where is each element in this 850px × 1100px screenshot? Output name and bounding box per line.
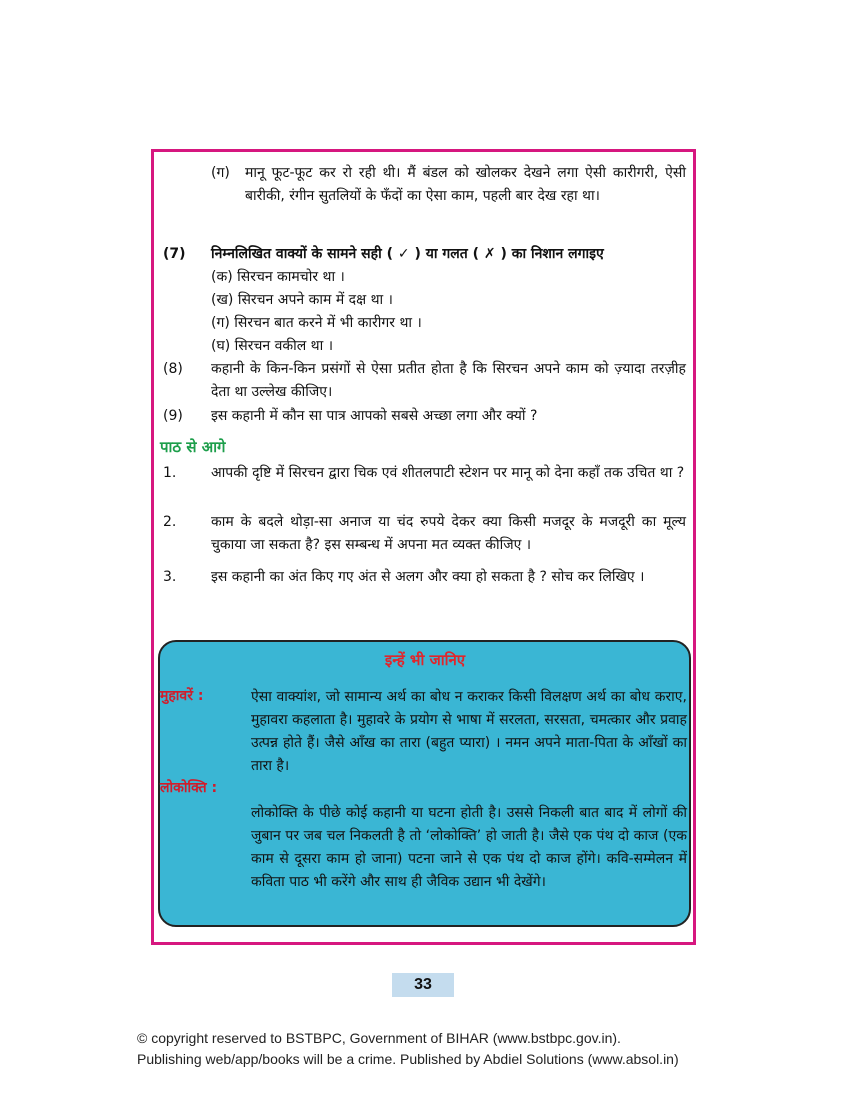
section-heading-aage: पाठ से आगे	[160, 438, 226, 456]
question-8-number: (8)	[163, 361, 183, 377]
q7-option-ka: (क) सिरचन कामचोर था ।	[211, 269, 345, 285]
q6-option-text: मानू फूट-फूट कर रो रही थी। मैं बंडल को खोलकर देखने लगा ऐसी कारीगरी, ऐसी बारीकी, रंगीन सुतलियों के फँदों का ऐसा काम, पहली बार देख रहा था।	[245, 165, 686, 204]
question-9-number: (9)	[163, 408, 183, 424]
footer-publisher: Publishing web/app/books will be a crime. Published by Abdiel Solutions (www.absol.in)	[137, 1051, 679, 1067]
aage-item-1-text: आपकी दृष्टि में सिरचन द्वारा चिक एवं शीतलपाटी स्टेशन पर मानू को देना कहाँ तक उचित था ?	[211, 465, 685, 481]
question-8-text: कहानी के किन-किन प्रसंगों से ऐसा प्रतीत होता है कि सिरचन अपने काम को ज़्यादा तरज़ीह देता था उल्लेख कीजिए।	[211, 361, 686, 400]
question-9-text: इस कहानी में कौन सा पात्र आपको सबसे अच्छा लगा और क्यों ?	[211, 408, 538, 424]
q7-option-gha: (घ) सिरचन वकील था ।	[211, 338, 334, 354]
aage-item-3-number: 3.	[163, 569, 177, 585]
question-7-prompt: निम्नलिखित वाक्यों के सामने सही ( ✓ ) या गलत ( ✗ ) का निशान लगाइए	[211, 246, 604, 262]
q7-option-ga: (ग) सिरचन बात करने में भी कारीगर था ।	[211, 315, 422, 331]
aage-item-1-number: 1.	[163, 465, 177, 481]
aage-item-2-text: काम के बदले थोड़ा-सा अनाज या चंद रुपये देकर क्या किसी मजदूर के मजदूरी का मूल्य चुकाया जा सकता है? इस सम्बन्ध में अपना मत व्यक्त कीजिए ।	[211, 514, 686, 553]
muhavare-label: मुहावरें :	[160, 688, 204, 704]
page-number: 33	[392, 973, 454, 997]
lokokti-text: लोकोक्ति के पीछे कोई कहानी या घटना होती है। उससे निकली बात बाद में लोगों की जुबान पर जब चल निकलती है तो ‘लोकोक्ति’ हो जाती है। जैसे एक पंथ दो काज (एक काम से दूसरा काम हो जाना) पटना जाने से एक पंथ दो काज होंगे। कवि-सम्मेलन में कविता पाठ भी करेंगे और साथ ही जैविक उद्यान भी देखेंगे।	[251, 805, 687, 890]
lokokti-label: लोकोक्ति :	[160, 780, 218, 796]
muhavare-text: ऐसा वाक्यांश, जो सामान्य अर्थ का बोध न कराकर किसी विलक्षण अर्थ का बोध कराए, मुहावरा कहलाता है। मुहावरे के प्रयोग से भाषा में सरलता, सरसता, चमत्कार और प्रवाह उत्पन्न होते हैं। जैसे आँख का तारा (बहुत प्यारा) । नमन अपने माता-पिता के आँखों का तारा है।	[251, 689, 687, 774]
aage-item-3-text: इस कहानी का अंत किए गए अंत से अलग और क्या हो सकता है ? सोच कर लिखिए ।	[211, 569, 645, 585]
q7-option-kha: (ख) सिरचन अपने काम में दक्ष था ।	[211, 292, 393, 308]
info-box-title: इन्हें भी जानिए	[384, 651, 466, 669]
aage-item-2-number: 2.	[163, 514, 177, 530]
q6-option-label: (ग)	[211, 165, 230, 181]
question-7-number: (7)	[163, 246, 186, 262]
footer-copyright: © copyright reserved to BSTBPC, Government of BIHAR (www.bstbpc.gov.in).	[137, 1030, 621, 1046]
